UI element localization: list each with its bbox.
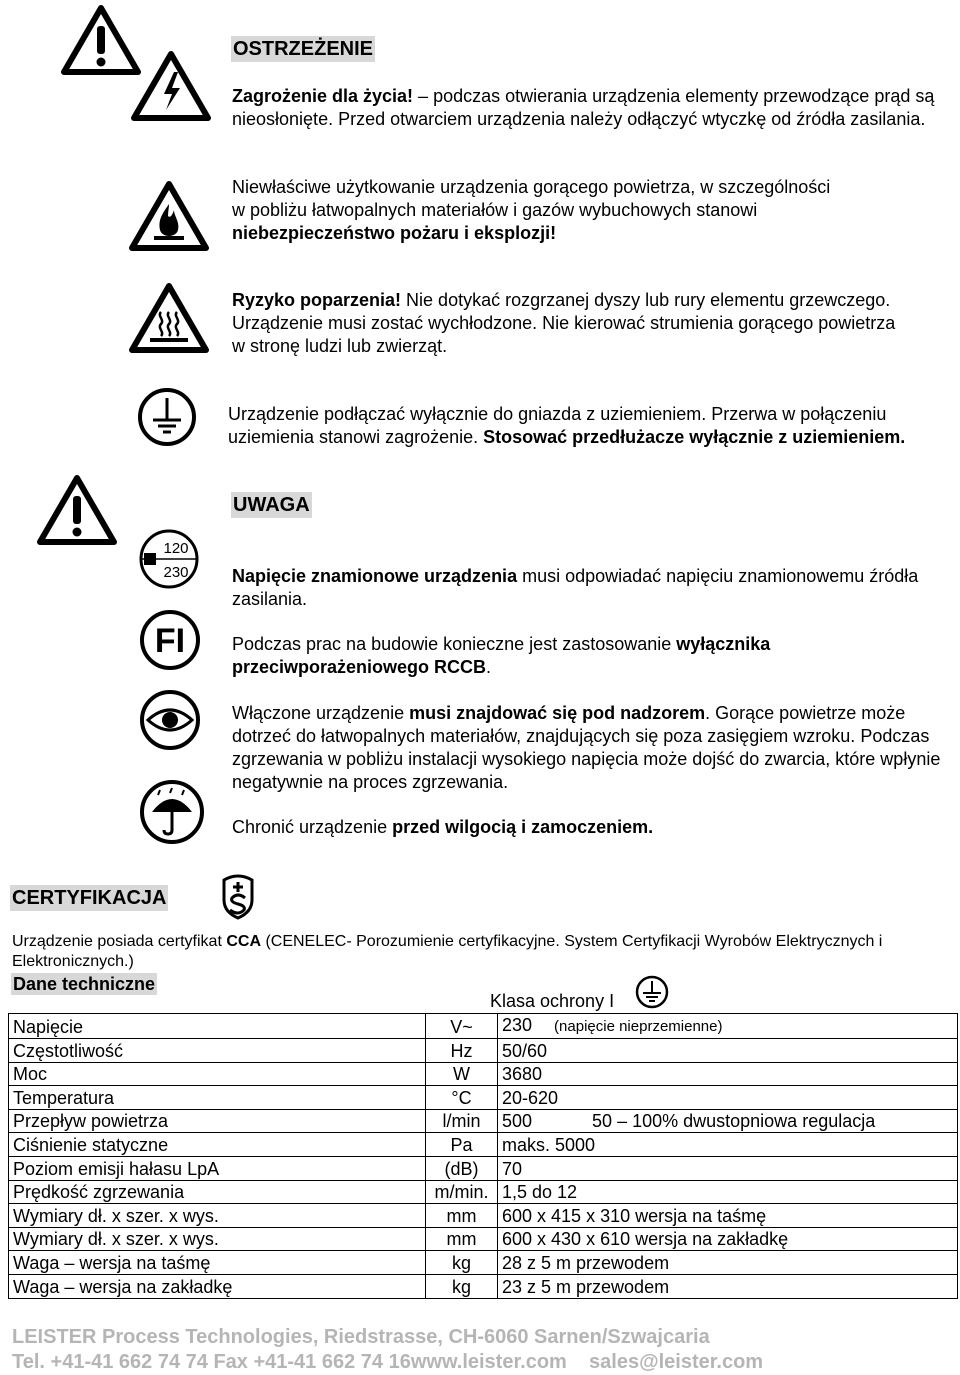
table-row [9,1014,958,1039]
param-unit: mm [426,1227,498,1251]
param-value: 500 [502,1111,533,1132]
param-value-cell [498,1156,958,1180]
fi-rccb-icon [138,608,202,672]
table-row [9,1180,958,1204]
electric-hazard-icon [130,50,212,122]
caution-paragraph-rccb: Podczas prac na budowie konieczne jest zastosowanie wyłącznika przeciwporażeniowego RCCB. [232,634,771,677]
technical-data-table [8,1013,958,1299]
param-unit: V~ [426,1014,498,1039]
param-note: 50 – 100% dwustopniowa regulacja [592,1111,876,1132]
caution-paragraph-voltage: Napięcie znamionowe urządzenia musi odpowiadać napięciu znamionowemu źródła zasilania. [232,566,919,609]
param-name: Prędkość zgrzewania [9,1180,426,1204]
caution-triangle-icon [36,474,118,546]
param-note: (napięcie nieprzemienne) [554,1018,723,1035]
param-value: 23 z 5 m przewodem [502,1276,670,1297]
warning-heading: OSTRZEŻENIE [233,38,374,60]
table-row [9,1274,958,1298]
hot-surface-icon [128,282,210,354]
param-name: Przepływ powietrza [9,1109,426,1133]
caution-paragraph-moisture: Chronić urządzenie przed wilgocią i zamoczeniem. [232,817,654,837]
param-value-cell [498,1180,958,1204]
technical-data-heading: Dane techniczne [13,974,156,994]
param-unit: kg [426,1274,498,1298]
param-value-cell [498,1133,958,1157]
warning-paragraph-fire: Niewłaściwe użytkowanie urządzenia gorącego powietrza, w szczególności w pobliżu łatwopalnych materiałów i gazów wybuchowych stanowi niebezpieczeństwo pożaru i eksplozji! [232,177,831,243]
voltage-230-label: 230 [163,564,189,581]
param-unit: W [426,1062,498,1086]
protection-class-ground-icon [634,974,670,1010]
param-value: 50/60 [502,1040,548,1061]
param-value-cell [498,1086,958,1110]
voltage-selector-icon [138,528,202,590]
param-value: 230 [502,1015,533,1035]
param-unit: l/min [426,1109,498,1133]
param-unit: kg [426,1251,498,1275]
param-unit: Hz [426,1039,498,1063]
footer-contact: Tel. +41-41 662 74 74 Fax +41-41 662 74 16www.leister.com sales@leister.com [12,1351,764,1373]
safety-certification-icon [218,874,258,920]
caution-paragraph-supervision: Włączone urządzenie musi znajdować się pod nadzorem. Gorące powietrze może dotrzeć do łatwopalnych materiałów, znajdujących się poza zasięgiem wzroku. Podczas zgrzewania w pobliżu instalacji wysokiego napięcia może dojść do zwarcia, które wpłynie negatywnie na proces zgrzewania. [232,703,941,792]
param-name: Ciśnienie statyczne [9,1133,426,1157]
table-row [9,1156,958,1180]
param-name: Częstotliwość [9,1039,426,1063]
param-name: Wymiary dł. x szer. x wys. [9,1227,426,1251]
eye-supervision-icon [138,688,202,752]
certification-text: Urządzenie posiada certyfikat CCA (CENELEC- Porozumienie certyfikacyjne. System Certyfikacji Wyrobów Elektrycznych i Elektronicznych.) [12,933,883,970]
caution-heading: UWAGA [233,494,310,516]
fi-label: FI [154,622,186,660]
warning-paragraph-ground: Urządzenie podłączać wyłącznie do gniazda z uziemieniem. Przerwa w połączeniu uziemienia stanowi zagrożenie. Stosować przedłużacze wyłącznie z uziemieniem. [228,404,906,447]
param-value: maks. 5000 [502,1134,596,1155]
table-row [9,1227,958,1251]
param-value-cell [498,1109,958,1133]
table-row [9,1062,958,1086]
warning-paragraph-burn: Ryzyko poparzenia! Nie dotykać rozgrzanej dyszy lub rury elementu grzewczego. Urządzenie musi zostać wychłodzone. Nie kierować strumienia gorącego powietrza w stronę ludzi lub zwierząt. [232,290,896,356]
footer-address: LEISTER Process Technologies, Riedstrasse, CH-6060 Sarnen/Szwajcaria [12,1326,710,1348]
param-value-cell [498,1039,958,1063]
param-value: 28 z 5 m przewodem [502,1252,670,1273]
param-value: 600 x 430 x 610 wersja na zakładkę [502,1229,789,1250]
param-value-cell [498,1251,958,1275]
param-value-cell [498,1274,958,1298]
umbrella-moisture-icon [138,778,206,846]
fire-hazard-icon [128,180,210,252]
table-row [9,1204,958,1228]
table-row [9,1109,958,1133]
param-name: Waga – wersja na zakładkę [9,1274,426,1298]
param-name: Temperatura [9,1086,426,1110]
table-row [9,1133,958,1157]
param-name: Poziom emisji hałasu LpA [9,1156,426,1180]
table-row [9,1039,958,1063]
param-value: 1,5 do 12 [502,1182,578,1203]
param-unit: mm [426,1204,498,1228]
param-name: Napięcie [9,1014,426,1039]
param-value: 20-620 [502,1087,559,1108]
param-value: 70 [502,1158,523,1179]
param-value-cell [498,1062,958,1086]
param-name: Wymiary dł. x szer. x wys. [9,1204,426,1228]
param-unit: °C [426,1086,498,1110]
certification-heading: CERTYFIKACJA [12,887,167,909]
param-value-cell [498,1227,958,1251]
param-value-cell [498,1204,958,1228]
table-row [9,1251,958,1275]
param-name: Waga – wersja na taśmę [9,1251,426,1275]
param-value: 3680 [502,1064,543,1085]
param-name: Moc [9,1062,426,1086]
ground-symbol-icon [136,386,198,448]
protection-class-label: Klasa ochrony I [490,991,615,1011]
param-unit: Pa [426,1133,498,1157]
param-value: 600 x 415 x 310 wersja na taśmę [502,1205,767,1226]
voltage-120-label: 120 [163,540,189,557]
table-row [9,1086,958,1110]
param-value-cell [498,1014,958,1039]
param-unit: m/min. [426,1180,498,1204]
param-unit: (dB) [426,1156,498,1180]
warning-paragraph-life: Zagrożenie dla życia! – podczas otwierania urządzenia elementy przewodzące prąd są nieosłonięte. Przed otwarciem urządzenia należy odłączyć wtyczkę od źródła zasilania. [232,86,935,129]
